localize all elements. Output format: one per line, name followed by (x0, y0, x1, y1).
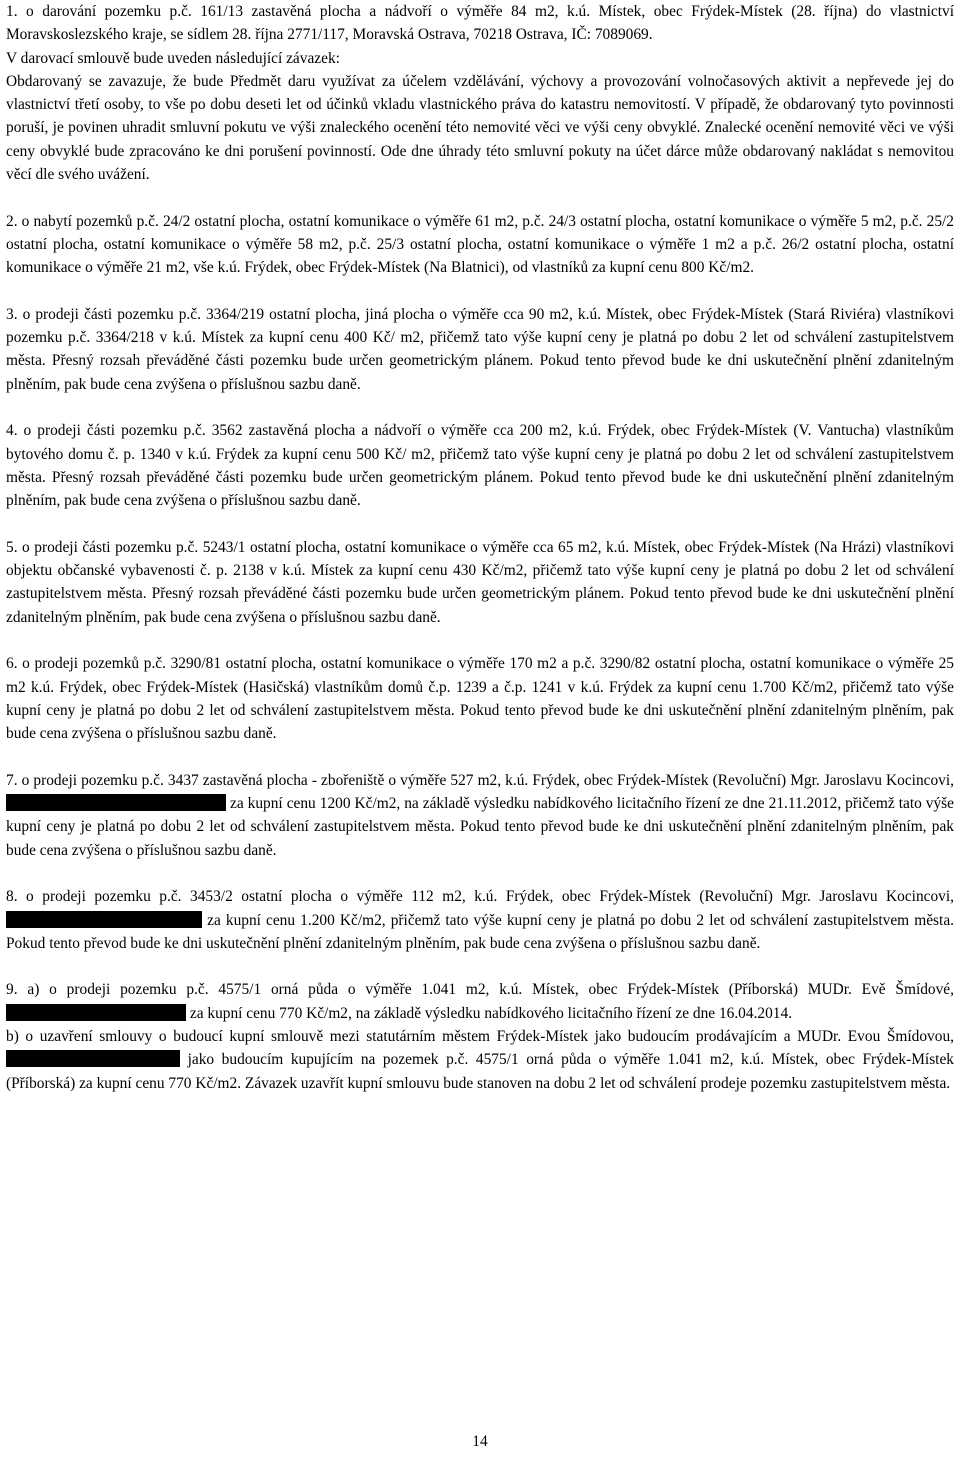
redaction-block (6, 794, 226, 811)
item-8 (6, 885, 954, 955)
item-9 (6, 978, 954, 1094)
item-1-condition-text: Obdarovaný se zavazuje, že bude Předmět daru využívat za účelem vzdělávání, výchovy a provozování volnočasových aktivit a nepřevede jej do vlastnictví třetí osoby, to vše po dobu deseti let od účinků vkladu vlastnického práva do katastru nemovitostí. V případě, že obdarovaný tyto povinnosti poruší, je povinen uhradit smluvní pokutu ve výši znaleckého ocenění této nemovité věci ve výši ceny obvyklé. Znalecké ocenění nemovité věci ve výši ceny obvyklé bude zpracováno ke dni porušení povinností. Ode dne úhrady této smluvní pokuty na účet dárce může obdarovaný nakládat s nemovitou věcí dle svého uvážení. (6, 72, 954, 184)
item-7 (6, 769, 954, 862)
item-9b-text-after: jako budoucím kupujícím na pozemek p.č. 4575/1 orná půda o výměře 1.041 m2, k.ú. Místek, obec Frýdek-Místek (Příborská) za kupní cenu 770 Kč/m2. Závazek uzavřít kupní smlouvu bude stanoven na dobu 2 let od schválení prodeje pozemku zastupitelstvem města. (6, 1051, 954, 1092)
item-2-text: 2. o nabytí pozemků p.č. 24/2 ostatní plocha, ostatní komunikace o výměře 61 m2, p.č. 24/3 ostatní plocha, ostatní komunikace o výměře 5 m2, p.č. 25/2 ostatní plocha, ostatní komunikace o výměře 58 m2, p.č. 25/3 ostatní plocha, ostatní komunikace o výměře 1 m2 a p.č. 26/2 ostatní plocha, ostatní komunikace o výměře 21 m2, vše k.ú. Frýdek, obec Frýdek-Místek (Na Blatnici), od vlastníků za kupní cenu 800 Kč/m2. (6, 212, 954, 277)
page-number: 14 (472, 1433, 488, 1450)
redaction-block (6, 911, 202, 928)
item-2 (6, 210, 954, 280)
redaction-block (6, 1050, 180, 1067)
redaction-block (6, 1004, 186, 1021)
item-1-text: 1. o darování pozemku p.č. 161/13 zastavěná plocha a nádvoří o výměře 84 m2, k.ú. Místek, obec Frýdek-Místek (28. října) do vlastnictví Moravskoslezského kraje, se sídlem 28. října 2771/117, Moravská Ostrava, 70218 Ostrava, IČ: 7089069. (6, 3, 954, 44)
item-8-text-after: za kupní cenu 1.200 Kč/m2, přičemž tato výše kupní ceny je platná po dobu 2 let od schválení zastupitelstvem města. Pokud tento převod bude ke dni uskutečnění plnění zdanitelným plněním, pak bude cena zvýšena o příslušnou sazbu daně. (6, 911, 954, 952)
item-9b-text-before: b) o uzavření smlouvy o budoucí kupní smlouvě mezi statutárním městem Frýdek-Místek jako budoucím prodávajícím a MUDr. Evou Šmídovou, (6, 1028, 954, 1046)
document-page (6, 0, 954, 1095)
item-6 (6, 652, 954, 745)
item-3 (6, 303, 954, 396)
item-8-text-before: 8. o prodeji pozemku p.č. 3453/2 ostatní plocha o výměře 112 m2, k.ú. Frýdek, obec Frýdek-Místek (Revoluční) Mgr. Jaroslavu Kocincovi, (6, 888, 954, 906)
item-9a-text-after: za kupní cenu 770 Kč/m2, na základě výsledku nabídkového licitačního řízení ze dne 16.04.2014. (189, 1004, 793, 1022)
item-6-text: 6. o prodeji pozemků p.č. 3290/81 ostatní plocha, ostatní komunikace o výměře 170 m2 a p.č. 3290/82 ostatní plocha, ostatní komunikace o výměře 25 m2 k.ú. Frýdek, obec Frýdek-Místek (Hasičská) vlastníkům domů č.p. 1239 a č.p. 1241 v k.ú. Frýdek za kupní cenu 1.700 Kč/m2, přičemž tato výše kupní ceny je platná po dobu 2 let od schválení zastupitelstvem města. Pokud tento převod bude ke dni uskutečnění plnění zdanitelným plněním, pak bude cena zvýšena o příslušnou sazbu daně. (6, 655, 954, 743)
item-3-text: 3. o prodeji části pozemku p.č. 3364/219 ostatní plocha, jiná plocha o výměře cca 90 m2, k.ú. Místek, obec Frýdek-Místek (Stará Riviéra) vlastníkovi pozemku p.č. 3364/218 v k.ú. Místek za kupní cenu 400 Kč/ m2, přičemž tato výše kupní ceny je platná po dobu 2 let od schválení zastupitelstvem města. Přesný rozsah převáděné části pozemku bude určen geometrickým plánem. Pokud tento převod bude ke dni uskutečnění plnění zdanitelným plněním, pak bude cena zvýšena o příslušnou sazbu daně. (6, 305, 954, 393)
item-7-text-before: 7. o prodeji pozemku p.č. 3437 zastavěná plocha - zbořeniště o výměře 527 m2, k.ú. Frýdek, obec Frýdek-Místek (Revoluční) Mgr. Jaroslavu Kocincovi, (6, 771, 954, 789)
item-4-text: 4. o prodeji části pozemku p.č. 3562 zastavěná plocha a nádvoří o výměře cca 200 m2, k.ú. Frýdek, obec Frýdek-Místek (V. Vantucha) vlastníkům bytového domu č. p. 1340 v k.ú. Frýdek za kupní cenu 500 Kč/ m2, přičemž tato výše kupní ceny je platná po dobu 2 let od schválení zastupitelstvem města. Přesný rozsah převáděné části pozemku bude určen geometrickým plánem. Pokud tento převod bude ke dni uskutečnění plnění zdanitelným plněním, pak bude cena zvýšena o příslušnou sazbu daně. (6, 422, 954, 510)
item-5-text: 5. o prodeji části pozemku p.č. 5243/1 ostatní plocha, ostatní komunikace o výměře cca 65 m2, k.ú. Místek, obec Frýdek-Místek (Na Hrázi) vlastníkovi objektu občanské vybavenosti č. p. 2138 v k.ú. Místek za kupní cenu 430 Kč/m2, přičemž tato výše kupní ceny je platná po dobu 2 let od schválení zastupitelstvem města. Přesný rozsah převáděné části pozemku bude určen geometrickým plánem. Pokud tento převod bude ke dni uskutečnění plnění zdanitelným plněním, pak bude cena zvýšena o příslušnou sazbu daně. (6, 538, 954, 626)
item-5 (6, 536, 954, 629)
item-4 (6, 419, 954, 512)
item-9a-text-before: 9. a) o prodeji pozemku p.č. 4575/1 orná půda o výměře 1.041 m2, k.ú. Místek, obec Frýdek-Místek (Příborská) MUDr. Evě Šmídové, (6, 981, 954, 999)
item-7-text-after: za kupní cenu 1200 Kč/m2, na základě výsledku nabídkového licitačního řízení ze dne 21.11.2012, přičemž tato výše kupní ceny je platná po dobu 2 let od schválení zastupitelstvem města. Pokud tento převod bude ke dni uskutečnění plnění zdanitelným plněním, pak bude cena zvýšena o příslušnou sazbu daně. (6, 795, 954, 859)
item-1-condition-heading: V darovací smlouvě bude uveden následující závazek: (6, 49, 340, 67)
item-1 (6, 0, 954, 186)
